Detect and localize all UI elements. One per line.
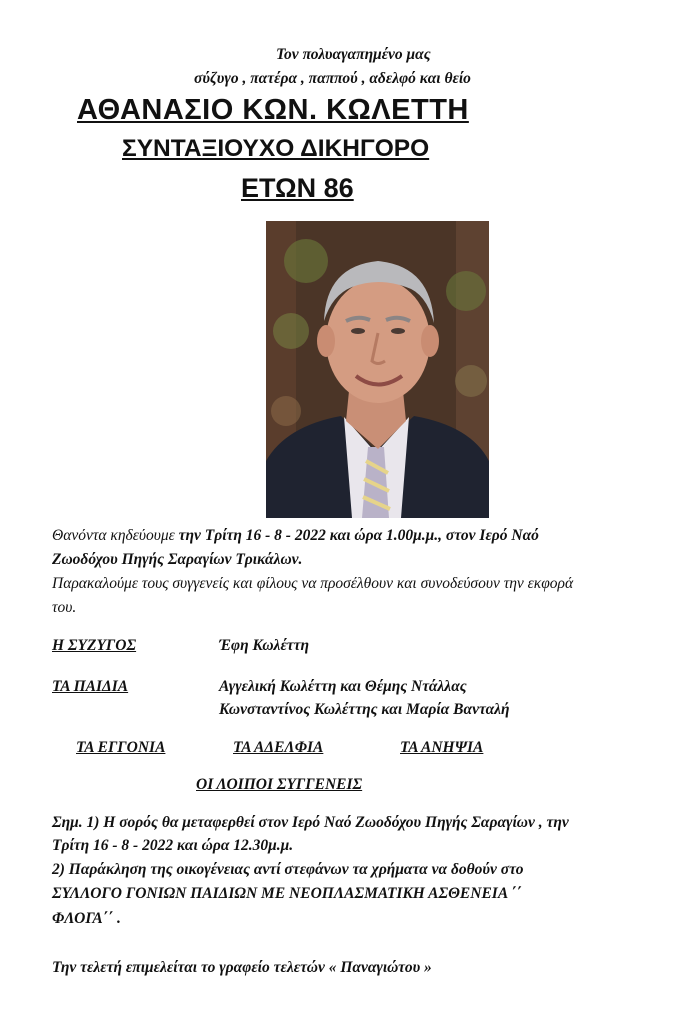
funeral-line-3: Παρακαλούμε τους συγγενείς και φίλους να προσέλθουν και συνοδεύσουν την εκφορά bbox=[52, 575, 574, 592]
deceased-age: ΕΤΩΝ 86 bbox=[241, 173, 354, 203]
note-line-5: ΦΛΟΓΑ΄΄ . bbox=[52, 910, 121, 927]
other-relatives-label: ΟΙ ΛΟΙΠΟΙ ΣΥΓΓΕΝΕΙΣ bbox=[196, 776, 363, 793]
spouse-name: Έφη Κωλέττη bbox=[219, 637, 310, 654]
children-label: ΤΑ ΠΑΙΔΙΑ bbox=[52, 678, 129, 695]
child-couple: Κωνσταντίνος Κωλέττης και Μαρία Βανταλή bbox=[219, 701, 510, 718]
spouse-label: Η ΣΥΖΥΓΟΣ bbox=[52, 637, 137, 654]
intro-line-2: σύζυγο , πατέρα , παππού , αδελφό και θείο bbox=[194, 70, 471, 87]
funeral-home-note: Την τελετή επιμελείται το γραφείο τελετών « Παναγιώτου » bbox=[52, 959, 432, 976]
funeral-line-2: Ζωοδόχου Πηγής Σαραγίων Τρικάλων. bbox=[52, 551, 303, 568]
deceased-name: ΑΘΑΝΑΣΙΟ ΚΩΝ. ΚΩΛΕΤΤΗ bbox=[77, 94, 469, 126]
note-line-1: Σημ. 1) Η σορός θα μεταφερθεί στον Ιερό Ναό Ζωοδόχου Πηγής Σαραγίων , την bbox=[52, 814, 569, 831]
grandchildren-label: ΤΑ ΕΓΓΟΝΙΑ bbox=[76, 739, 166, 756]
portrait-photo bbox=[266, 221, 489, 518]
funeral-line-1: Θανόντα κηδεύουμε την Τρίτη 16 - 8 - 2022 και ώρα 1.00μ.μ., στον Ιερό Ναό bbox=[52, 527, 539, 544]
intro-line-1: Τον πολυαγαπημένο μας bbox=[276, 46, 431, 63]
note-line-2: Τρίτη 16 - 8 - 2022 και ώρα 12.30μ.μ. bbox=[52, 837, 294, 854]
note-line-3: 2) Παράκληση της οικογένειας αντί στεφάνων τα χρήματα να δοθούν στο bbox=[52, 861, 524, 878]
siblings-label: ΤΑ ΑΔΕΛΦΙΑ bbox=[233, 739, 324, 756]
note-line-4: ΣΥΛΛΟΓΟ ΓΟΝΙΩΝ ΠΑΙΔΙΩΝ ΜΕ ΝΕΟΠΛΑΣΜΑΤΙΚΗ ΑΣΘΕΝΕΙΑ ΄΄ bbox=[52, 885, 522, 902]
child-couple: Αγγελική Κωλέττη και Θέμης Ντάλλας bbox=[219, 678, 467, 695]
funeral-line-4: του. bbox=[52, 599, 77, 616]
deceased-profession: ΣΥΝΤΑΞΙΟΥΧΟ ΔΙΚΗΓΟΡΟ bbox=[122, 135, 430, 162]
nieces-nephews-label: ΤΑ ΑΝΗΨΙΑ bbox=[400, 739, 484, 756]
